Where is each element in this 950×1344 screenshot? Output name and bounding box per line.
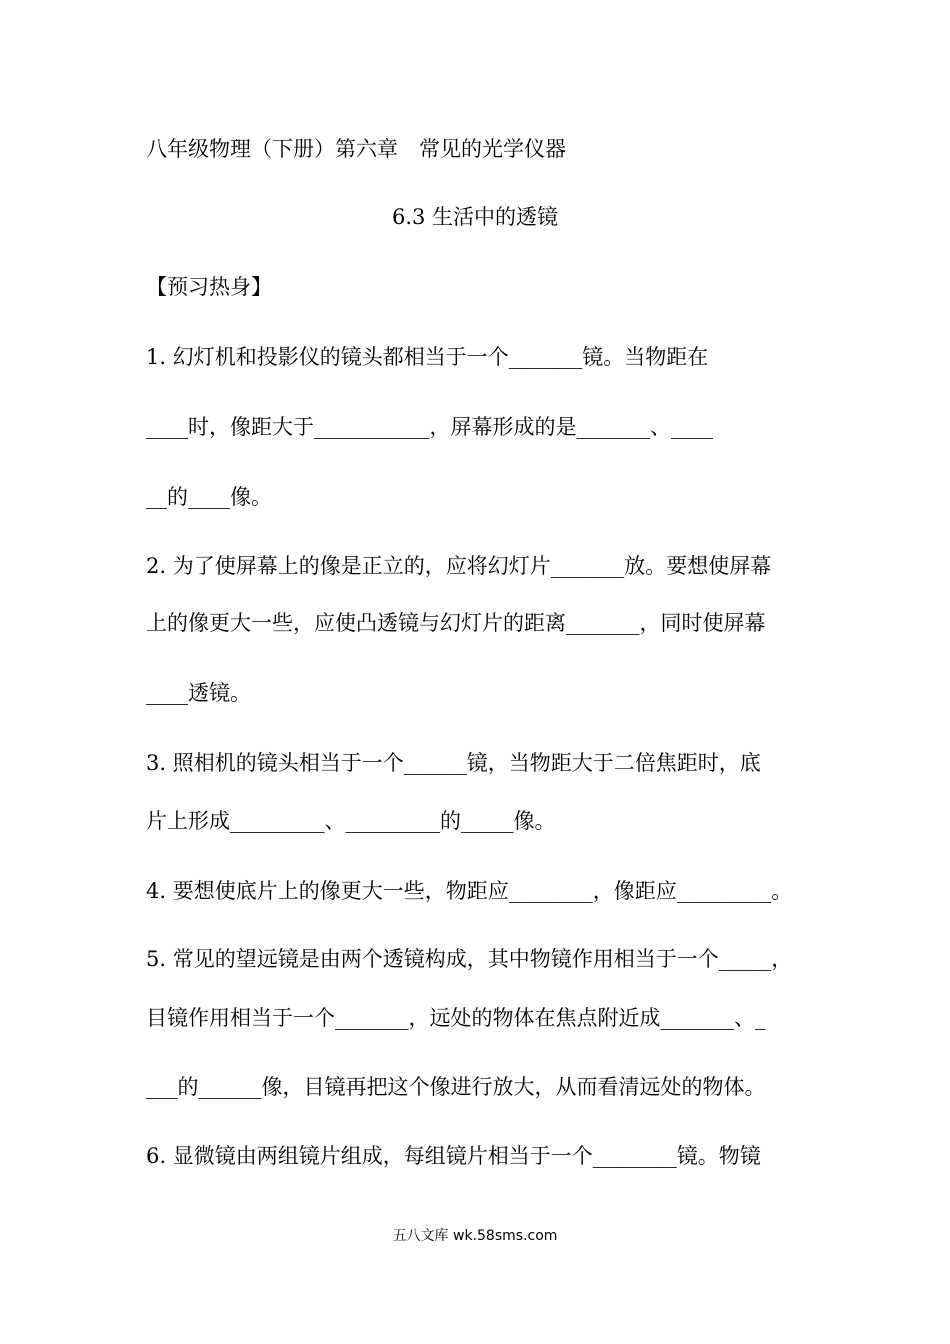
question-line: 目镜作用相当于一个_______，远处的物体在焦点附近成_______、_ xyxy=(146,1006,766,1030)
question-line: 上的像更大一些，应使凸透镜与幻灯片的距离_______，同时使屏幕 xyxy=(146,611,766,635)
question-line: 片上形成_________、_________的_____像。 xyxy=(146,809,556,833)
question-line: __的____像。 xyxy=(146,485,272,509)
question-line: ___的______像，目镜再把这个像进行放大，从而看清远处的物体。 xyxy=(146,1075,766,1099)
question-line: 1. 幻灯机和投影仪的镜头都相当于一个_______镜。当物距在 xyxy=(146,345,709,369)
question-line: ____时，像距大于___________，屏幕形成的是_______、____ xyxy=(146,415,713,439)
question-line: 4. 要想使底片上的像更大一些，物距应________，像距应_________。 xyxy=(146,879,793,903)
question-line: 6. 显微镜由两组镜片组成，每组镜片相当于一个________镜。物镜 xyxy=(146,1144,761,1168)
document-title: 八年级物理（下册）第六章 常见的光学仪器 xyxy=(146,137,566,161)
section-subtitle: 6.3 生活中的透镜 xyxy=(391,205,559,229)
question-line: 2. 为了使屏幕上的像是正立的，应将幻灯片_______放。要想使屏幕 xyxy=(146,554,772,578)
section-heading: 【预习热身】 xyxy=(146,275,272,299)
question-line: 5. 常见的望远镜是由两个透镜构成，其中物镜作用相当于一个_____， xyxy=(146,947,793,971)
question-line: ____透镜。 xyxy=(146,681,251,705)
page-footer: 五八文库 wk.58sms.com xyxy=(392,1228,558,1244)
question-line: 3. 照相机的镜头相当于一个______镜，当物距大于二倍焦距时，底 xyxy=(146,751,761,775)
